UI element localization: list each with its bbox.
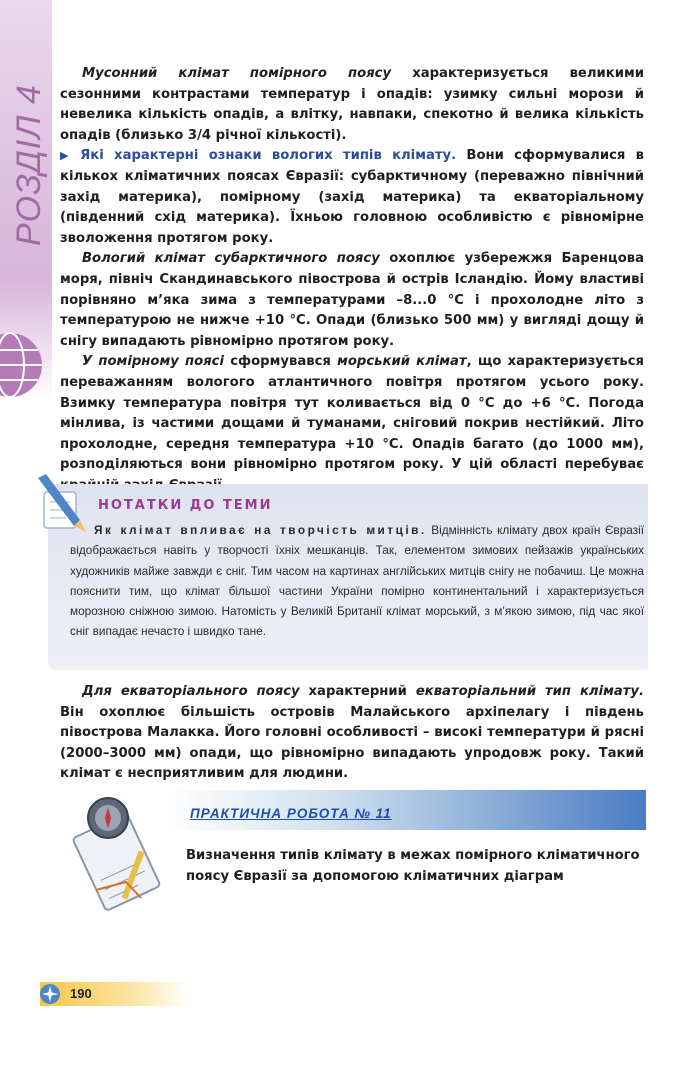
notes-body: Відмінність клімату двох країн Євразії відображається навіть у творчості їхніх мешканців. Так, елементом зимових пейзажів українських художників майже завжди є сніг. Тим часом на картинах англійських митців снігу не побачиш. Це можна пояснити тим, що клімат більшої частини України помірно континентальний і характеризується морозною сніжною зимою. Натомість у Великій Британії клімат морський, з м’якою зимою, під час якої сніг випадає нечасто і швидко тане. bbox=[70, 523, 644, 639]
notes-heading: Як клімат впливає на творчість митців. bbox=[94, 523, 427, 537]
section-label-text: РОЗДІЛ 4 bbox=[10, 84, 48, 246]
page-number: 190 bbox=[70, 986, 92, 1001]
paragraph-subarctic bbox=[60, 249, 644, 352]
paragraph-body: , що характеризується переважанням вологого атлантичного повітря протягом усього року. Взимку температура повітря тут коливається від 0 °С до +6 °С. Погода мінлива, із частими дощами й туманами, сніговий покрив нестійкий. Літо прохолодне, середня температура +10 °С. Опадів багато (до 1000 мм), розподіляються вони рівномірно протягом року. У цій області перебуває bbox=[60, 354, 644, 473]
paragraph-monsoon bbox=[60, 64, 644, 146]
main-text-bottom bbox=[60, 682, 644, 785]
bullet-marker-icon: ▶ bbox=[60, 149, 75, 163]
paragraph-body: сформувався bbox=[224, 354, 338, 370]
paragraph-temperate bbox=[60, 352, 644, 496]
paragraph-body: Він охоплює більшість островів Малайського архіпелагу і південь півострова Малакка. Його головні особливості – високі температури й рясні (2000–3000 мм) опади, що рівномірно випадають упродовж року. Такий клімат є несприятливим для людини. bbox=[60, 704, 644, 782]
main-text-top bbox=[60, 64, 644, 496]
footer-bar bbox=[40, 982, 190, 1006]
notes-title: НОТАТКИ ДО ТЕМИ bbox=[98, 498, 273, 513]
paragraph-question bbox=[60, 146, 644, 249]
paragraph-body: характерний bbox=[299, 684, 416, 699]
paragraph-term: екваторіальний тип клімату. bbox=[415, 684, 645, 699]
page-marker-icon bbox=[38, 982, 62, 1006]
paragraph-lead: Вологий клімат субарктичного поясу bbox=[82, 251, 380, 267]
paragraph-lead-italic: екваторіального поясу bbox=[120, 684, 300, 699]
notes-text bbox=[70, 520, 644, 642]
practice-description: Визначення типів клімату в межах помірного кліматичного поясу Євразії за допомогою кліматичних діаграм bbox=[186, 848, 640, 884]
paragraph-body: охоплює узбережжя Баренцова моря, північ Скандинавського півострова й острів Ісландію. Йому властиві порівняно м’яка зима з температурами –8...0 °С і прохолодне літо з температурою не нижче +10 °С. Опади (близько 500 мм) у вигляді дощу й снігу випадають рівномірно протягом року. bbox=[60, 251, 645, 349]
globe-icon bbox=[0, 330, 60, 400]
paragraph-lead: Для bbox=[82, 684, 121, 699]
paragraph-body: характеризується великими сезонними контрастами температур і опадів: узимку сильні морози й невелика кількість опадів, а влітку, навпаки, спекотно й велика кількість опадів (близько 3/4 річної кількості). bbox=[60, 66, 644, 143]
paragraph-equatorial bbox=[60, 682, 644, 785]
question-heading: Які характерні ознаки вологих типів клімату. bbox=[80, 148, 457, 164]
paragraph-lead: Мусонний клімат помірного поясу bbox=[82, 66, 392, 81]
paragraph-body: Вони сформувалися в кількох кліматичних поясах Євразії: субарктичному (переважно північний захід материка), помірному (захід материка) та екваторіальному (південний схід материка). Їхньою головною особливістю є рівномірне зволоження протягом року. bbox=[60, 148, 644, 246]
paragraph-term: морський клімат bbox=[337, 354, 467, 370]
section-label bbox=[4, 60, 52, 250]
paragraph-lead: У помірному поясі bbox=[82, 354, 225, 370]
compass-map-icon bbox=[66, 790, 176, 920]
practice-title: ПРАКТИЧНА РОБОТА № 11 bbox=[190, 806, 392, 821]
